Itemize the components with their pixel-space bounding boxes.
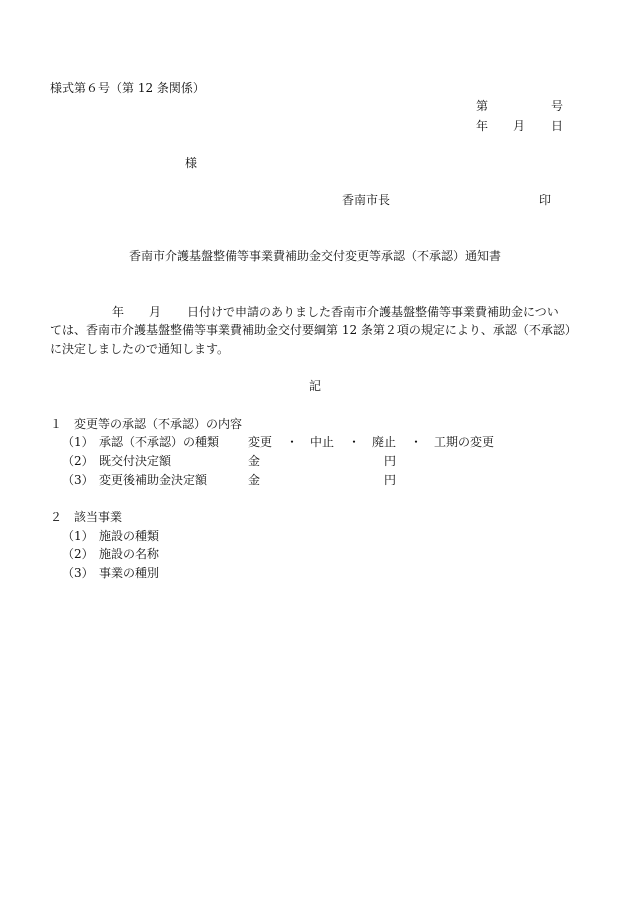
- body-line-3: に決定しましたので通知します。: [50, 342, 230, 356]
- doc-number-prefix: 第: [476, 99, 489, 113]
- option-separator: ・: [286, 435, 299, 449]
- section-2-item-1-label: 施設の種類: [99, 529, 160, 543]
- date-year: 年: [476, 119, 489, 133]
- option-separator: ・: [410, 435, 423, 449]
- section-2-item-3-num: （3）: [62, 566, 94, 580]
- section-2-item-2-label: 施設の名称: [99, 547, 160, 561]
- section-1-item-2-label: 既交付決定額: [99, 454, 172, 468]
- section-1-item-3-label: 変更後補助金決定額: [99, 473, 208, 487]
- body-year: 年: [112, 305, 125, 319]
- section-2-item-1-num: （1）: [62, 529, 94, 543]
- amount-prefix: 金: [248, 454, 261, 468]
- addressee-suffix: 様: [185, 156, 198, 170]
- body-month: 月: [149, 305, 162, 319]
- amount-suffix: 円: [384, 454, 397, 468]
- section-2-item-3-label: 事業の種別: [99, 566, 160, 580]
- section-1-item-3-num: （3）: [62, 473, 94, 487]
- issuer-name: 香南市長: [342, 193, 391, 207]
- section-2-heading: ２ 該当事業: [50, 510, 123, 524]
- form-number: 様式第６号（第 12 条関係）: [50, 81, 205, 95]
- option-cancel: 中止: [310, 435, 335, 449]
- section-2-item-2-num: （2）: [62, 547, 94, 561]
- doc-number-suffix: 号: [551, 99, 564, 113]
- ki-marker: 記: [308, 379, 321, 393]
- amount-suffix: 円: [384, 473, 397, 487]
- option-change: 変更: [248, 435, 273, 449]
- section-1-item-1-num: （1）: [62, 435, 94, 449]
- option-abolish: 廃止: [372, 435, 397, 449]
- option-schedule-change: 工期の変更: [434, 435, 495, 449]
- section-1-item-2-num: （2）: [62, 454, 94, 468]
- option-separator: ・: [348, 435, 361, 449]
- document-title: 香南市介護基盤整備等事業費補助金交付変更等承認（不承認）通知書: [128, 249, 501, 263]
- date-month: 月: [513, 119, 526, 133]
- issuer-seal: 印: [539, 193, 552, 207]
- date-day: 日: [551, 119, 564, 133]
- section-1-item-1-label: 承認（不承認）の種類: [99, 435, 220, 449]
- amount-prefix: 金: [248, 473, 261, 487]
- body-line-2: ては、香南市介護基盤整備等事業費補助金交付要綱第 12 条第２項の規定により、承認（不承認）: [50, 323, 577, 337]
- body-line-1: 日付けで申請のありました香南市介護基盤整備等事業費補助金につい: [187, 305, 559, 319]
- section-1-heading: １ 変更等の承認（不承認）の内容: [50, 417, 243, 431]
